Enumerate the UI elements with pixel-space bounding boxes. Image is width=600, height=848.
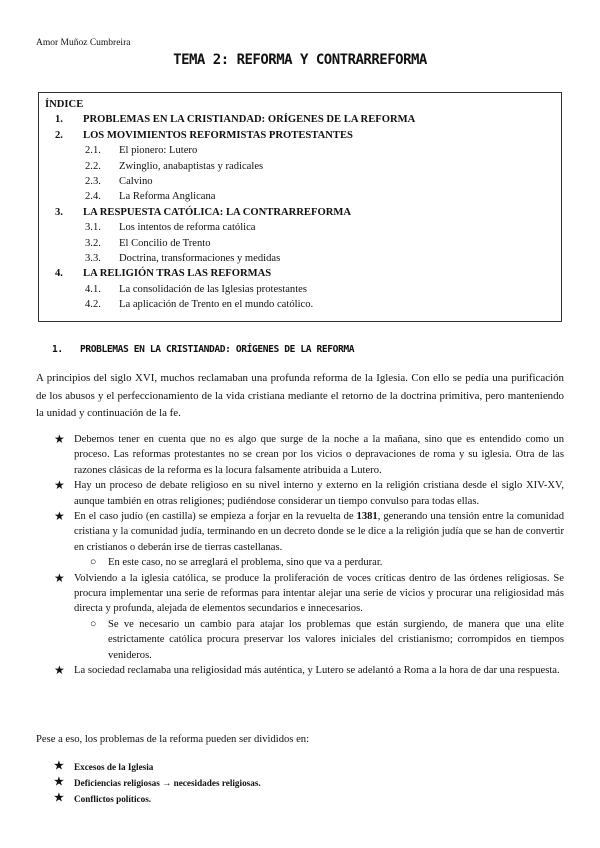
toc-subitem-number: 2.4.: [85, 191, 101, 203]
toc-item-number: 4.: [55, 268, 63, 280]
toc-item: [45, 266, 555, 281]
star-bullet-icon: ★: [54, 792, 64, 804]
problem-item: [54, 791, 261, 807]
toc-subitem: [45, 251, 555, 266]
toc-item-label: LA RELIGIÓN TRAS LAS REFORMAS: [83, 268, 272, 280]
toc-subitem-number: 3.1.: [85, 222, 101, 234]
toc-heading: ÍNDICE: [45, 99, 84, 110]
toc-subitem: [45, 297, 555, 312]
toc-subitem-label: La consolidación de las Iglesias protestantes: [119, 283, 307, 295]
sub-bullet-text: Se ve necesario un cambio para atajar los problemas que están surgiendo, de manera que una elite estrictamente católica procura preservar los valores iniciales del cristianismo; corrompidos en tiempos venideros.: [108, 618, 564, 661]
sub-bullet-item: [54, 555, 564, 570]
star-bullet-icon: ★: [54, 478, 65, 493]
bullet-item: [54, 478, 564, 509]
bullet-item: [54, 432, 564, 478]
star-bullet-icon: ★: [54, 509, 65, 524]
circle-bullet-icon: ○: [90, 618, 97, 630]
toc-subitem-label: La Reforma Anglicana: [119, 191, 216, 203]
problem-text: Deficiencias religiosas → necesidades religiosas.: [74, 778, 261, 788]
toc-subitem-number: 3.3.: [85, 253, 101, 265]
toc-subitem-number: 4.2.: [85, 299, 101, 311]
toc-subitem-number: 2.2.: [85, 160, 101, 172]
bullet-text: La sociedad reclamaba una religiosidad más auténtica, y Lutero se adelantó a Roma a la hora de dar una respuesta.: [74, 665, 560, 677]
toc-item-number: 1.: [55, 114, 63, 126]
star-bullet-icon: ★: [54, 776, 64, 788]
problem-list: [54, 759, 261, 807]
toc-item-number: 3.: [55, 206, 63, 218]
bullet-bold-year: 1381: [356, 511, 378, 523]
toc-subitem: [45, 143, 555, 158]
bullet-text: Hay un proceso de debate religioso en su nivel interno y externo en la religión cristiana desde el siglo XIV-XV, aunque también en otras religiones; pudiéndose considerar un tiempo convulso para todas ellas.: [74, 480, 564, 507]
sub-bullet-text: En este caso, no se arreglará el problema, sino que va a perdurar.: [108, 557, 383, 569]
bullet-item: [54, 571, 564, 617]
toc-subitem-label: La aplicación de Trento en el mundo católico.: [119, 299, 314, 311]
star-bullet-icon: ★: [54, 570, 65, 585]
star-bullet-icon: ★: [54, 760, 64, 772]
bullet-text: Debemos tener en cuenta que no es algo que surge de la noche a la mañana, sino que es entendido como un proceso. Las reformas protestantes no se crean por los vicios o depravaciones de roma y su iglesia. Otra de las razones clásicas de la reforma es la locura falsamente atribuida a Lutero.: [74, 434, 564, 476]
intro-paragraph: A principios del siglo XVI, muchos reclamaban una profunda reforma de la Iglesia. Con ello se pedía una purificación de los abusos y el perfeccionamiento de la vida cristiana mediante el retorno de la doctrina primitiva, pero manteniendo la unidad y continuación de la fe.: [36, 372, 564, 419]
toc-item: [45, 205, 555, 220]
star-bullet-icon: ★: [54, 663, 65, 678]
toc-subitem-label: El Concilio de Trento: [119, 237, 211, 249]
problem-text: Conflictos políticos.: [74, 794, 152, 804]
author-name: Amor Muñoz Cumbreira: [36, 38, 131, 48]
toc-subitem-label: El pionero: Lutero: [119, 145, 198, 157]
toc-item: [45, 112, 555, 127]
circle-bullet-icon: ○: [90, 557, 97, 569]
toc-subitem-label: Los intentos de reforma católica: [119, 222, 256, 234]
toc-subitem-number: 2.1.: [85, 145, 101, 157]
bullet-item: [54, 509, 564, 555]
toc-subitem: [45, 174, 555, 189]
toc-list: [45, 112, 555, 312]
toc-subitem-label: Calvino: [119, 176, 153, 188]
toc-item: [45, 128, 555, 143]
toc-subitem-number: 3.2.: [85, 237, 101, 249]
table-of-contents: [38, 92, 562, 322]
bullet-item: [54, 663, 564, 678]
problem-item: [54, 759, 261, 775]
toc-subitem: [45, 159, 555, 174]
closing-paragraph: Pese a eso, los problemas de la reforma pueden ser divididos en:: [36, 734, 310, 745]
section-heading: [52, 344, 354, 355]
toc-item-label: PROBLEMAS EN LA CRISTIANDAD: ORÍGENES DE LA REFORMA: [83, 114, 416, 126]
bullet-text: , generando una tensión entre la comunidad cristiana y la comunidad judía, terminando en un decreto donde se le dice a la religión judía que se han de convertir en cristianos o deberán irse de tierras castellanas.: [74, 511, 564, 553]
bullet-text: En el caso judío (en castilla) se empieza a forjar en la revuelta de: [74, 511, 357, 523]
toc-subitem-number: 4.1.: [85, 283, 101, 295]
bullet-list: [54, 432, 564, 679]
sub-bullet-item: [54, 617, 564, 663]
toc-subitem: [45, 220, 555, 235]
problem-text: Excesos de la Iglesia: [74, 762, 154, 772]
toc-subitem: [45, 189, 555, 204]
toc-subitem: [45, 282, 555, 297]
toc-item-label: LOS MOVIMIENTOS REFORMISTAS PROTESTANTES: [83, 129, 353, 141]
star-bullet-icon: ★: [54, 432, 65, 446]
toc-subitem: [45, 236, 555, 251]
toc-subitem-label: Zwinglio, anabaptistas y radicales: [119, 160, 264, 172]
toc-subitem-label: Doctrina, transformaciones y medidas: [119, 253, 281, 265]
section-title: PROBLEMAS EN LA CRISTIANDAD: ORÍGENES DE LA REFORMA: [80, 344, 355, 355]
bullet-text: Volviendo a la iglesia católica, se produce la proliferación de voces críticas dentro de las órdenes religiosas. Se procura implementar una serie de reformas para intentar alejar una serie de vicios y procurar una religiosidad más directa y profunda, alejada de elementos secundarios e innecesarios.: [74, 572, 564, 615]
toc-subitem-number: 2.3.: [85, 176, 101, 188]
toc-item-number: 2.: [55, 129, 63, 141]
document-title: TEMA 2: REFORMA Y CONTRARREFORMA: [173, 52, 427, 68]
section-number: 1.: [52, 344, 63, 355]
toc-item-label: LA RESPUESTA CATÓLICA: LA CONTRARREFORMA: [83, 206, 352, 218]
problem-item: [54, 775, 261, 791]
